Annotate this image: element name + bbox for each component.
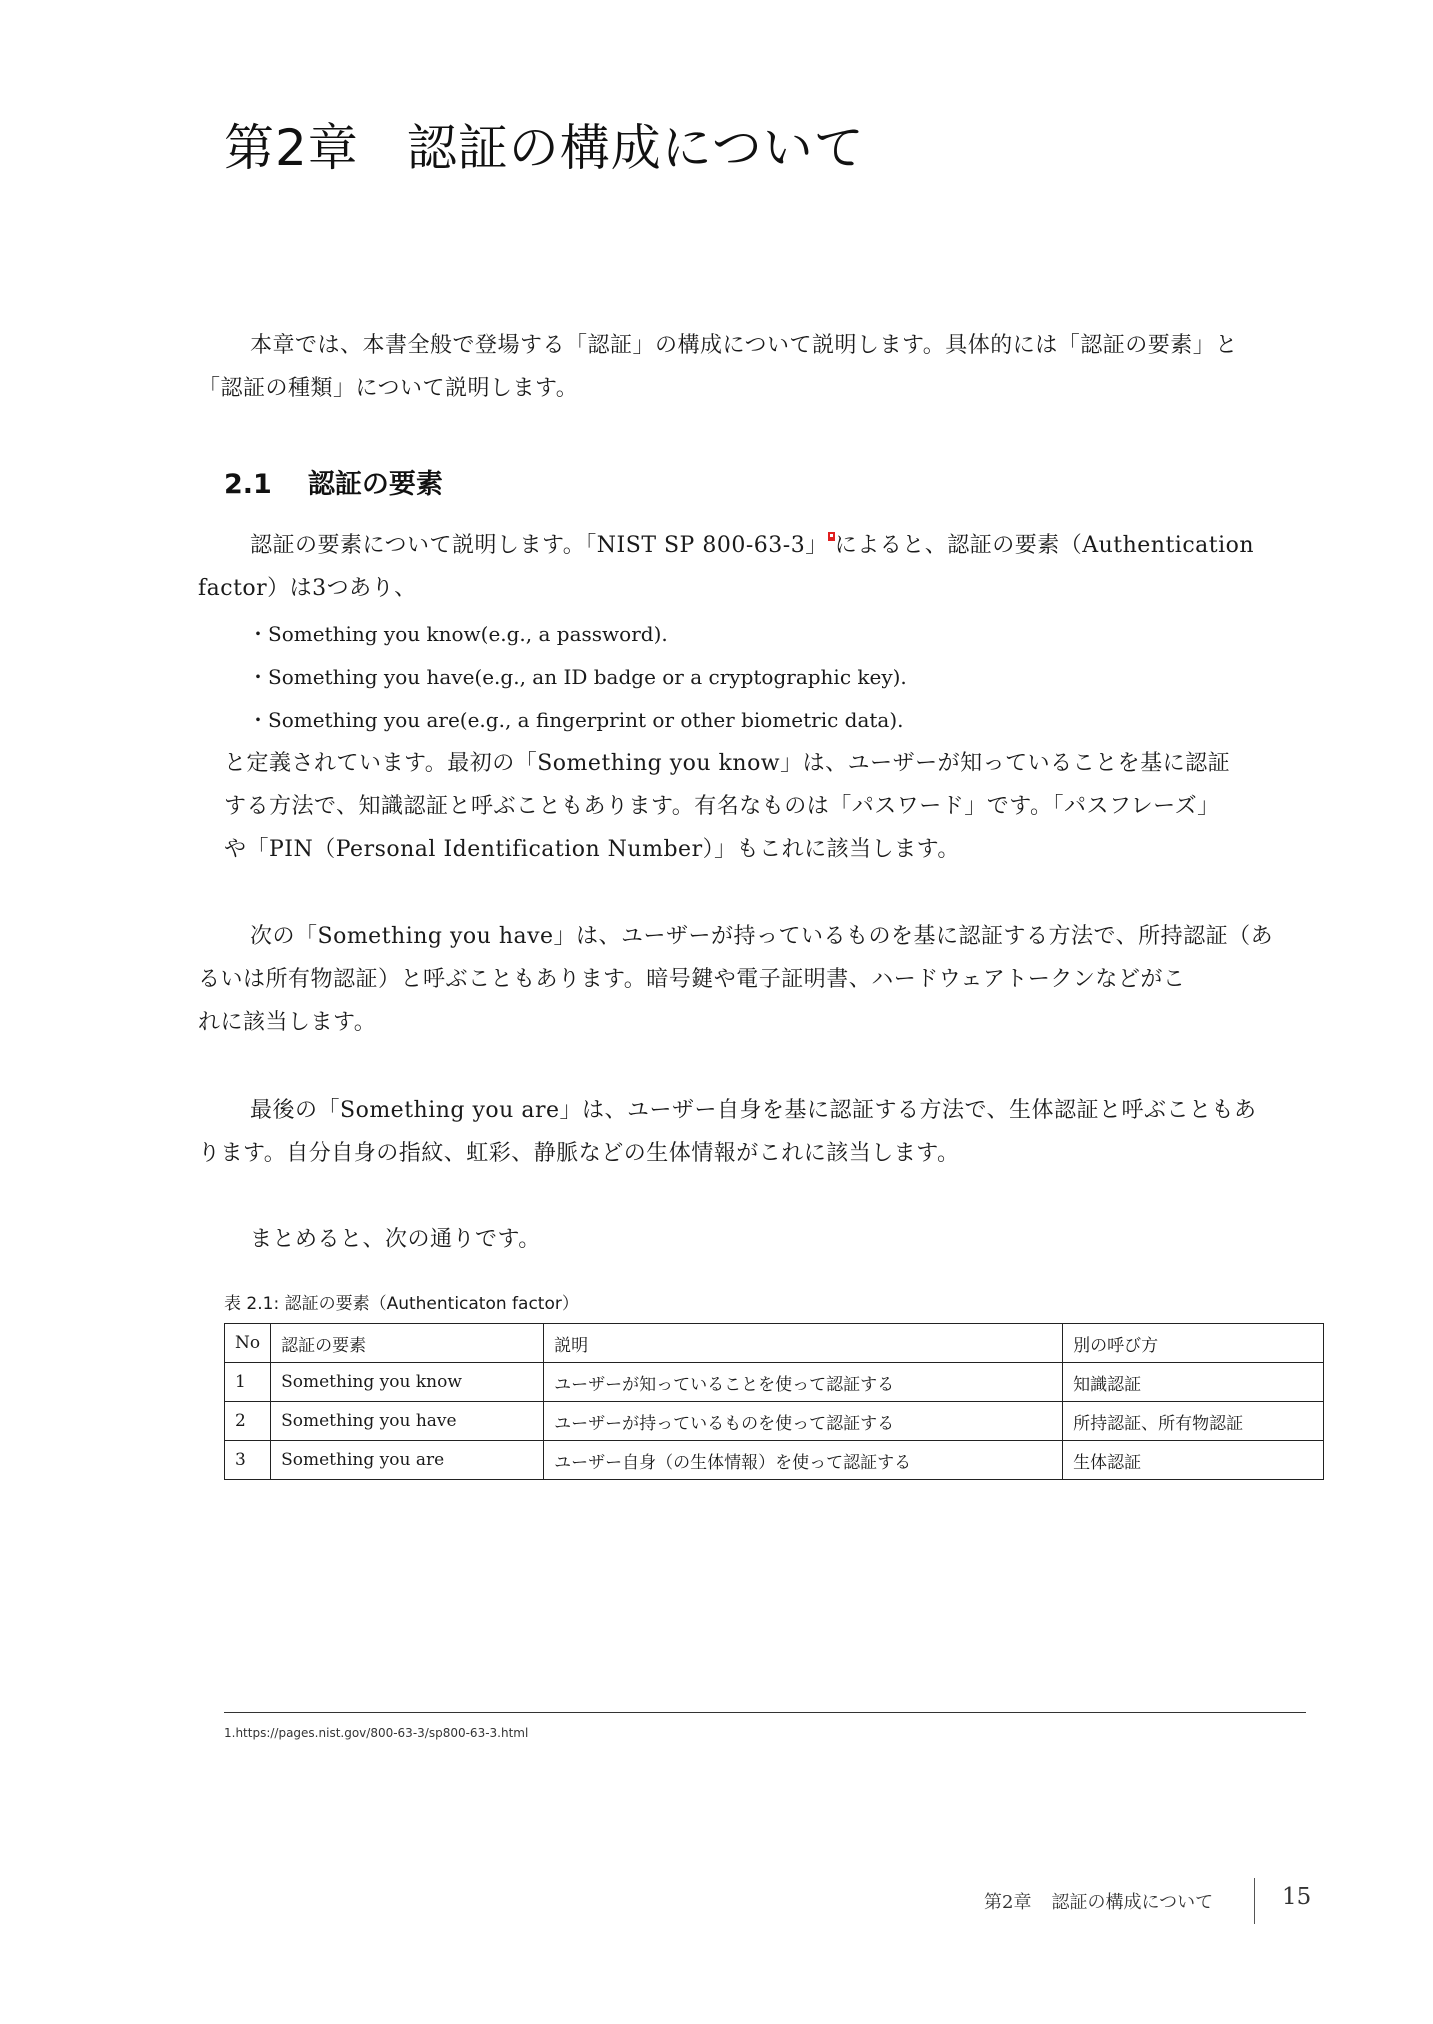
p2-line-3: や「PIN（Personal Identification Number）」もこれに該当します。 (224, 837, 960, 862)
header-alias: 別の呼び方 (1063, 1324, 1324, 1363)
p2-line-2: する方法で、知識認証と呼ぶこともあります。有名なものは「パスワード」です。「パスフレーズ」 (224, 794, 1220, 819)
list-item: ・ Something you are(e.g., a fingerprint or other biometric data). (248, 699, 907, 742)
table-row (225, 1402, 1324, 1441)
p1-line-2: factor）は3つあり、 (198, 576, 417, 601)
cell-alias: 所持認証、所有物認証 (1063, 1402, 1324, 1441)
cell-no: 3 (225, 1441, 271, 1480)
table-header-row (225, 1324, 1324, 1363)
p1-line-1-before: 認証の要素について説明します。「NIST SP 800-63-3」 (250, 533, 828, 558)
chapter-title-text: 認証の構成について (406, 119, 865, 177)
chapter-title (224, 108, 865, 180)
section-number: 2.1 (224, 469, 272, 500)
header-description: 説明 (544, 1324, 1063, 1363)
paragraph-have (198, 915, 1310, 1044)
p2-line-1: と定義されています。最初の「Something you know」は、ユーザーが知っていることを基に認証 (224, 751, 1231, 776)
header-factor: 認証の要素 (271, 1324, 544, 1363)
p4-line-2: ります。自分自身の指紋、虹彩、静脈などの生体情報がこれに該当します。 (198, 1141, 960, 1166)
p1-line-1-after: によると、認証の要素（Authentication (834, 533, 1255, 558)
running-footer (984, 1888, 1213, 1914)
authentication-factor-table (224, 1323, 1324, 1480)
footnote-link[interactable]: 1.https://pages.nist.gov/800-63-3/sp800-63-3.html (224, 1726, 529, 1740)
table-row (225, 1441, 1324, 1480)
footer-divider (1254, 1878, 1255, 1924)
table-row (225, 1363, 1324, 1402)
section-title: 認証の要素 (307, 469, 443, 500)
footnote-divider (224, 1712, 1306, 1713)
intro-line-1: 本章では、本書全般で登場する「認証」の構成について説明します。具体的には「認証の要素」と (250, 333, 1238, 358)
cell-no: 2 (225, 1402, 271, 1441)
intro-line-2: 「認証の種類」について説明します。 (198, 376, 579, 401)
p5-text: まとめると、次の通りです。 (250, 1227, 541, 1252)
list-item: ・ Something you have(e.g., an ID badge or a cryptographic key). (248, 656, 907, 699)
section-heading (224, 462, 443, 501)
intro-paragraph (198, 324, 1310, 410)
page-number: 15 (1282, 1884, 1312, 1910)
header-no: No (225, 1324, 271, 1363)
footer-title: 認証の構成について (1051, 1892, 1214, 1913)
footnote-marker-icon[interactable] (828, 532, 835, 541)
factor-list (248, 613, 907, 742)
p4-line-1: 最後の「Something you are」は、ユーザー自身を基に認証する方法で、生体認証と呼ぶこともあ (250, 1098, 1257, 1123)
chapter-number: 第2章 (224, 119, 359, 177)
cell-factor: Something you know (271, 1363, 544, 1402)
paragraph-summary (224, 1218, 1310, 1261)
list-item: ・ Something you know(e.g., a password). (248, 613, 907, 656)
cell-alias: 知識認証 (1063, 1363, 1324, 1402)
p3-line-3: れに該当します。 (198, 1010, 377, 1035)
p3-line-1: 次の「Something you have」は、ユーザーが持っているものを基に認証する方法で、所持認証（あ (250, 924, 1274, 949)
paragraph-are (198, 1089, 1310, 1175)
cell-alias: 生体認証 (1063, 1441, 1324, 1480)
cell-factor: Something you have (271, 1402, 544, 1441)
cell-description: ユーザーが持っているものを使って認証する (544, 1402, 1063, 1441)
paragraph-factors-intro (198, 524, 1310, 610)
table-caption: 表 2.1: 認証の要素（Authenticaton factor） (224, 1294, 579, 1314)
p3-line-2: るいは所有物認証）と呼ぶこともあります。暗号鍵や電子証明書、ハードウェアトークンなどがこ (198, 967, 1186, 992)
cell-description: ユーザーが知っていることを使って認証する (544, 1363, 1063, 1402)
footer-chapter: 第2章 (984, 1892, 1032, 1913)
cell-description: ユーザー自身（の生体情報）を使って認証する (544, 1441, 1063, 1480)
paragraph-know (224, 742, 1310, 871)
cell-no: 1 (225, 1363, 271, 1402)
cell-factor: Something you are (271, 1441, 544, 1480)
